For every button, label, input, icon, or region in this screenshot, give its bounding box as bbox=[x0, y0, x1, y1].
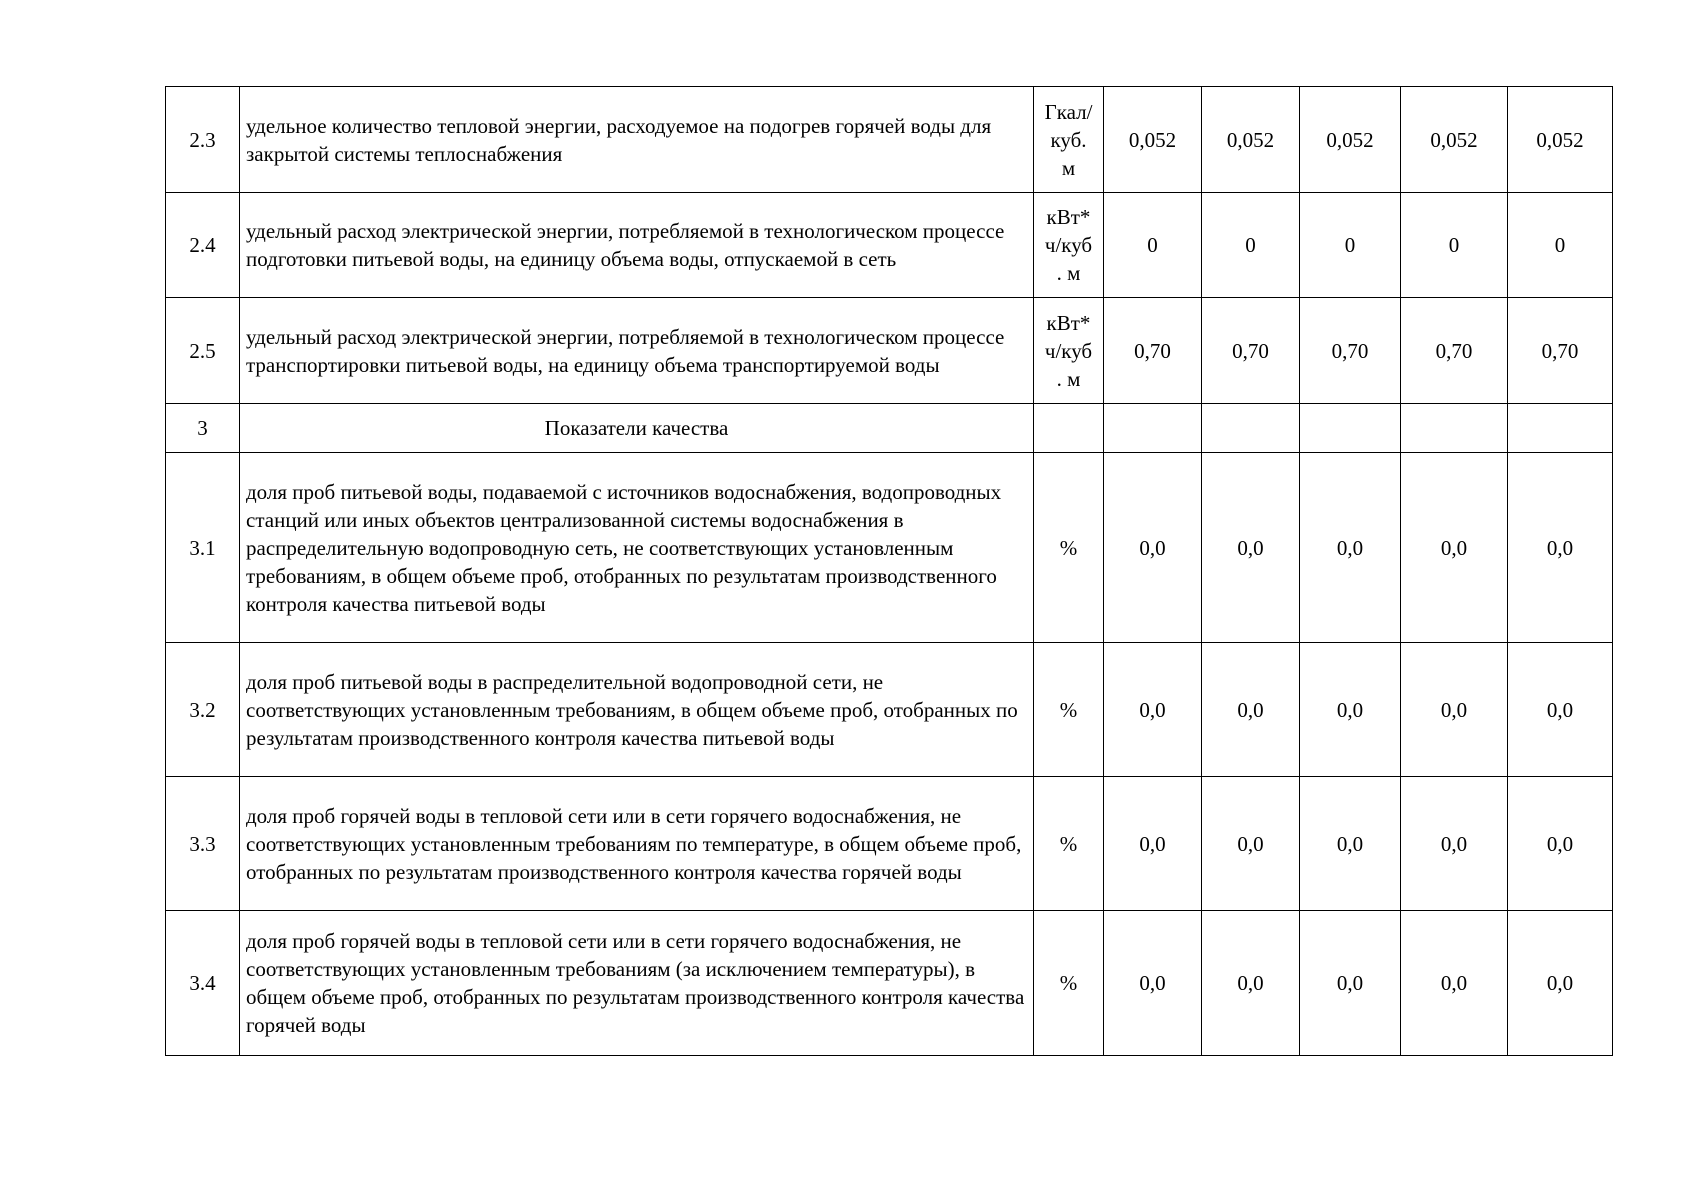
row-number: 2.4 bbox=[166, 193, 240, 298]
value-cell: 0,0 bbox=[1202, 643, 1300, 777]
unit-cell bbox=[1034, 911, 1104, 1056]
unit-text: % bbox=[1059, 971, 1078, 995]
indicator-description: доля проб питьевой воды, подаваемой с источников водоснабжения, водопроводных станций или иных объектов централизованной системы водоснабжения в распределительную водопроводную сеть, не соответствующих установленным требованиям, в общем объеме проб, отобранных по результатам производственного контроля качества питьевой воды bbox=[240, 453, 1034, 643]
unit-cell bbox=[1034, 298, 1104, 404]
value-cell: 0 bbox=[1104, 193, 1202, 298]
table-row bbox=[166, 777, 1613, 911]
value-cell: 0 bbox=[1508, 193, 1613, 298]
row-number: 3.1 bbox=[166, 453, 240, 643]
row-number: 2.3 bbox=[166, 87, 240, 193]
unit-text: Гкал/ bbox=[1044, 99, 1093, 124]
indicators-table bbox=[165, 86, 1613, 1056]
value-cell: 0,70 bbox=[1300, 298, 1401, 404]
table-row bbox=[166, 298, 1613, 404]
value-cell bbox=[1401, 404, 1508, 453]
unit-cell bbox=[1034, 453, 1104, 643]
value-cell bbox=[1202, 404, 1300, 453]
value-cell: 0,0 bbox=[1104, 911, 1202, 1056]
value-cell: 0,0 bbox=[1300, 911, 1401, 1056]
value-cell: 0,0 bbox=[1508, 911, 1613, 1056]
value-cell bbox=[1508, 404, 1613, 453]
unit-text: % bbox=[1059, 535, 1078, 560]
value-cell bbox=[1104, 404, 1202, 453]
unit-cell bbox=[1034, 193, 1104, 298]
value-cell: 0,052 bbox=[1508, 87, 1613, 193]
table-row bbox=[166, 453, 1613, 643]
value-cell: 0,0 bbox=[1202, 777, 1300, 911]
indicator-description: доля проб горячей воды в тепловой сети или в сети горячего водоснабжения, не соответствующих установленным требованиям по температуре, в общем объеме проб, отобранных по результатам производственного контроля качества горячей воды bbox=[240, 777, 1034, 911]
value-cell: 0,70 bbox=[1202, 298, 1300, 404]
value-cell: 0,70 bbox=[1508, 298, 1613, 404]
value-cell: 0,0 bbox=[1508, 777, 1613, 911]
value-cell: 0,0 bbox=[1300, 453, 1401, 643]
indicator-description: доля проб горячей воды в тепловой сети или в сети горячего водоснабжения, не соответствующих установленным требованиям (за исключением температуры), в общем объеме проб, отобранных по результатам производственного контроля качества горячей воды bbox=[240, 911, 1034, 1056]
table-row bbox=[166, 193, 1613, 298]
table-row bbox=[166, 643, 1613, 777]
indicator-description: удельное количество тепловой энергии, расходуемое на подогрев горячей воды для закрытой системы теплоснабжения bbox=[240, 87, 1034, 193]
unit-text: ч/куб bbox=[1044, 338, 1093, 363]
unit-text: ч/куб bbox=[1044, 233, 1093, 257]
value-cell: 0,052 bbox=[1300, 87, 1401, 193]
row-number: 3.4 bbox=[166, 911, 240, 1056]
row-number: 3.3 bbox=[166, 777, 240, 911]
unit-text: кВт* bbox=[1046, 310, 1091, 335]
value-cell: 0,0 bbox=[1508, 453, 1613, 643]
table-row bbox=[166, 404, 1613, 453]
row-number: 3.2 bbox=[166, 643, 240, 777]
value-cell: 0,0 bbox=[1104, 777, 1202, 911]
row-number: 3 bbox=[166, 404, 240, 453]
unit-cell bbox=[1034, 643, 1104, 777]
value-cell: 0 bbox=[1202, 193, 1300, 298]
unit-text: куб. bbox=[1050, 127, 1087, 152]
value-cell: 0,0 bbox=[1508, 643, 1613, 777]
value-cell: 0,70 bbox=[1401, 298, 1508, 404]
unit-text: . м bbox=[1056, 366, 1081, 391]
section-heading: Показатели качества bbox=[240, 404, 1034, 453]
unit-text: кВт* bbox=[1046, 205, 1091, 229]
value-cell: 0,0 bbox=[1300, 643, 1401, 777]
value-cell: 0,0 bbox=[1300, 777, 1401, 911]
value-cell: 0,0 bbox=[1202, 453, 1300, 643]
value-cell: 0,0 bbox=[1401, 911, 1508, 1056]
value-cell: 0 bbox=[1300, 193, 1401, 298]
value-cell: 0,0 bbox=[1202, 911, 1300, 1056]
value-cell: 0,0 bbox=[1104, 643, 1202, 777]
unit-cell bbox=[1034, 404, 1104, 453]
value-cell: 0,0 bbox=[1401, 453, 1508, 643]
value-cell: 0,70 bbox=[1104, 298, 1202, 404]
value-cell: 0,052 bbox=[1104, 87, 1202, 193]
unit-text: . м bbox=[1056, 261, 1081, 285]
unit-text: м bbox=[1061, 155, 1076, 180]
value-cell: 0,0 bbox=[1401, 777, 1508, 911]
indicator-description: удельный расход электрической энергии, потребляемой в технологическом процессе транспортировки питьевой воды, на единицу объема транспортируемой воды bbox=[240, 298, 1034, 404]
table-row bbox=[166, 87, 1613, 193]
row-number: 2.5 bbox=[166, 298, 240, 404]
value-cell: 0,0 bbox=[1401, 643, 1508, 777]
value-cell: 0,052 bbox=[1202, 87, 1300, 193]
value-cell: 0,052 bbox=[1401, 87, 1508, 193]
unit-text: % bbox=[1059, 697, 1078, 722]
unit-text: % bbox=[1059, 831, 1078, 856]
table-row bbox=[166, 911, 1613, 1056]
indicators-table-body bbox=[166, 87, 1613, 1056]
indicator-description: удельный расход электрической энергии, потребляемой в технологическом процессе подготовки питьевой воды, на единицу объема воды, отпускаемой в сеть bbox=[240, 193, 1034, 298]
value-cell: 0,0 bbox=[1104, 453, 1202, 643]
unit-cell bbox=[1034, 777, 1104, 911]
value-cell bbox=[1300, 404, 1401, 453]
value-cell: 0 bbox=[1401, 193, 1508, 298]
unit-cell bbox=[1034, 87, 1104, 193]
indicator-description: доля проб питьевой воды в распределительной водопроводной сети, не соответствующих установленным требованиям, в общем объеме проб, отобранных по результатам производственного контроля качества питьевой воды bbox=[240, 643, 1034, 777]
